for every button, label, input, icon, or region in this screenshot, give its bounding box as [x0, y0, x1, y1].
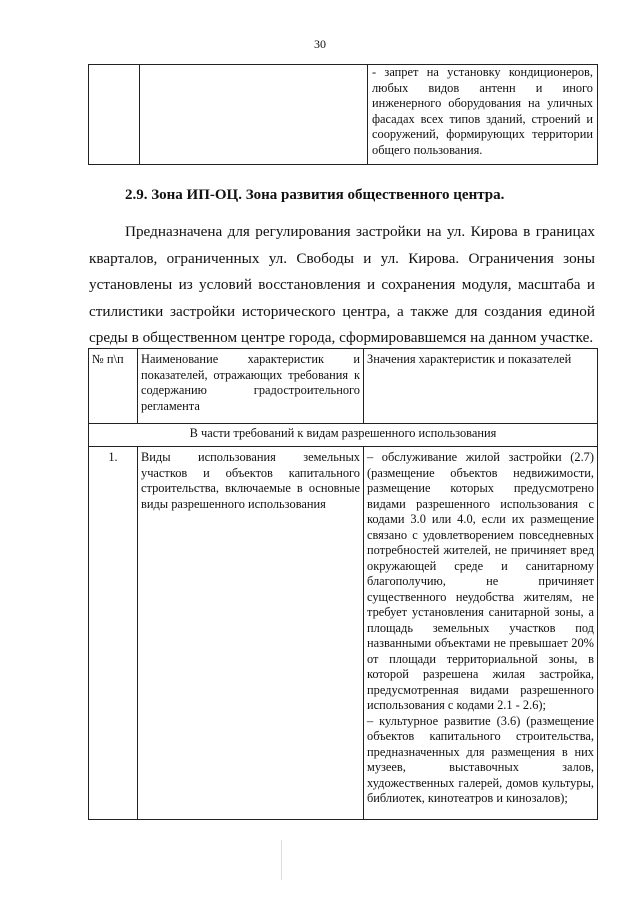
- row-name: Виды использования земельных участков и объектов капитального строительства, включаемые в основные виды разрешенного использования: [138, 447, 364, 820]
- section-heading: 2.9. Зона ИП-ОЦ. Зона развития общественного центра.: [125, 187, 505, 203]
- header-values: Значения характеристик и показателей: [364, 349, 598, 424]
- restriction-cell: [368, 65, 598, 165]
- row-value: – обслуживание жилой застройки (2.7) (размещение объектов недвижимости, размещение которых предусмотрено видами разрешенного использования с кодами 3.0 или 4.0, если их размещение связано с удовлетворением повседневных потребностей жителей, не причиняет вред окружающей среде и санитарному благополучию, не причиняет существенного неудобства жителям, не требует установления санитарной зоны, а площадь земельных участков под названными объектами не превышает 20% от площади территориальной зоны, в которой разрешена жилая застройка, предусмотренная видами разрешенного использования с кодами 2.1 - 2.6); – культурное развитие (3.6) (размещение объектов капитального строительства, предназначенных для размещения в них музеев, выставочных залов, художественных галерей, домов культуры, библиотек, кинотеатров и кинозалов);: [364, 447, 598, 820]
- table-row: [89, 447, 598, 820]
- table-header-row: [89, 349, 598, 424]
- header-num: № п\п: [89, 349, 138, 424]
- row-num: 1.: [89, 447, 138, 820]
- empty-cell-name: [140, 65, 368, 165]
- header-name: Наименование характеристик и показателей, отражающих требования к содержанию градостроительного регламента: [138, 349, 364, 424]
- continued-table: [88, 64, 598, 165]
- scan-artifact-line: [281, 840, 282, 880]
- zone-requirements-table: [88, 348, 598, 820]
- restriction-text: - запрет на установку кондиционеров, любых видов антенн и иного инженерного оборудования на уличных фасадах всех типов зданий, строений и сооружений, формирующих территории общего пользования.: [372, 65, 593, 157]
- section-row-label: В части требований к видам разрешенного использования: [89, 424, 598, 447]
- section-paragraph: Предназначена для регулирования застройки на ул. Кирова в границах кварталов, ограниченных ул. Свободы и ул. Кирова. Ограничения зоны установлены из условий восстановления и сохранения модуля, масштаба и стилистики застройки исторического центра, а также для создания единой среды в общественном центре города, сформировавшемся на данном участке.: [89, 223, 595, 346]
- empty-cell-num: [89, 65, 140, 165]
- page-number: 30: [314, 37, 326, 51]
- section-row: [89, 424, 598, 447]
